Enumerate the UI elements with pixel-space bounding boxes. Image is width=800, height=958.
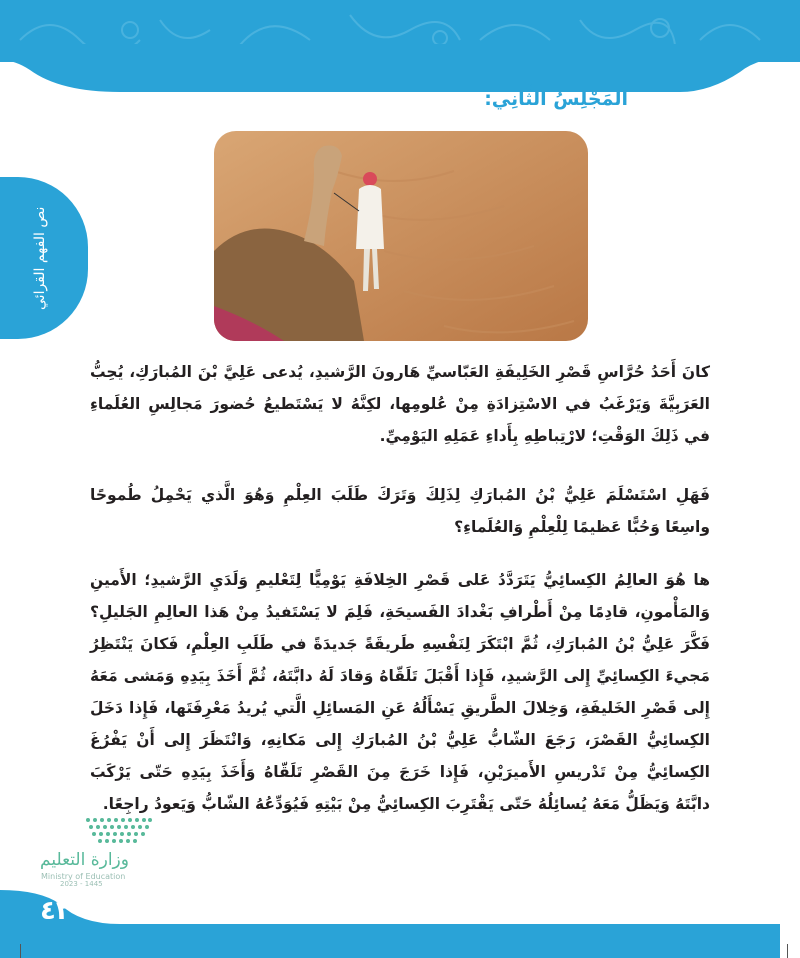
paragraph-3: ها هُوَ العالِمُ الكِسائِيُّ يَتَرَدَّدُ عَلى قَصْرِ الخِلافَةِ يَوْمِيًّا لِتَعْليمِ وَلَدَيِ الرَّشيدِ؛ الأَمينِ وَالمَأْمونِ، قادِمًا مِنْ أَطْرافِ بَغْدادَ الفَسيحَةِ، فَلِمَ لا يَسْتَفيدُ مِنْ هَذا العالِمِ الجَليلِ؟ فَكَّرَ عَلِيُّ بْنُ المُبارَكِ، ثُمَّ ابْتَكَرَ لِنَفْسِهِ طَريقَةً جَديدَةً في طَلَبِ العِلْمِ، فَكانَ يَنْتَظِرُ مَجيءَ الكِسائِيِّ إِلى الرَّشيدِ، فَإِذا أَقْبَلَ تَلَقّاهُ وَقادَ لَهُ دابَّتَهُ، ثُمَّ أَخَذَ بِيَدِهِ وَمَشى مَعَهُ إِلى قَصْرِ الخَليفَةِ، وَخِلالَ الطَّريقِ يَسْأَلُهُ عَنِ المَسائِلِ الَّتي يُريدُ مَعْرِفَتَها، فَإِذا دَخَلَ الكِسائِيُّ القَصْرَ، رَجَعَ الشّابُّ عَلِيُّ بْنُ المُبارَكِ إِلى مَكانِهِ، وَانْتَظَرَ إِلى أَنْ يَفْرُغَ الكِسائِيُّ مِنْ تَدْريسِ الأَميرَيْنِ، فَإِذا خَرَجَ مِنَ القَصْرِ تَلَقّاهُ وَأَخَذَ بِيَدِهِ حَتّى يَرْكَبَ دابَّتَهُ وَيَظَلُّ مَعَهُ يُسائِلُهُ حَتّى يَقْتَرِبَ الكِسائِيُّ مِنْ بَيْتِهِ فَيُوَدِّعُهُ الشّابُّ وَيَعودُ راجِعًا. [90, 571, 710, 813]
ministry-year: 2023 - 1445 [60, 880, 103, 888]
footer-bar [0, 924, 780, 958]
ministry-logo-icon [84, 814, 154, 848]
ministry-name-english: Ministry of Education [41, 872, 126, 881]
camel-desert-photo [214, 131, 588, 341]
crop-mark [20, 944, 21, 958]
crop-mark [787, 944, 788, 958]
paragraph-2: فَهَلِ اسْتَسْلَمَ عَلِيُّ بْنُ المُبارَكِ لِذَلِكَ وَتَرَكَ طَلَبَ العِلْمِ وَهُوَ الَّذي يَحْمِلُ طُموحًا واسِعًا وَحُبًّا عَظيمًا لِلْعِلْمِ وَالعُلَماءِ؟ [90, 486, 710, 536]
section-title: المَجْلِسُ الثَّانِي: [484, 88, 628, 110]
paragraph-1: كانَ أَحَدُ حُرَّاسِ قَصْرِ الخَلِيفَةِ العَبّاسيِّ هَارونَ الرَّشيدِ، يُدعى عَلِيَّ بْنَ المُبارَكِ، يُحِبُّ العَرَبِيَّةَ وَيَرْغَبُ في الاسْتِزادَةِ مِنْ عُلومِها، لكِنَّهُ لا يَسْتَطيعُ حُضورَ مَجالِسِ العُلَماءِ في ذَلِكَ الوَقْتِ؛ لارْتِباطِهِ بِأَداءِ عَمَلِهِ اليَوْمِيِّ. [90, 363, 710, 445]
ministry-name-arabic: وزارة التعليم [40, 850, 129, 870]
page-number: ٤٣ [40, 896, 72, 926]
header-curve [0, 44, 800, 114]
side-tab-label: نص الفهم القرائي [32, 206, 48, 310]
